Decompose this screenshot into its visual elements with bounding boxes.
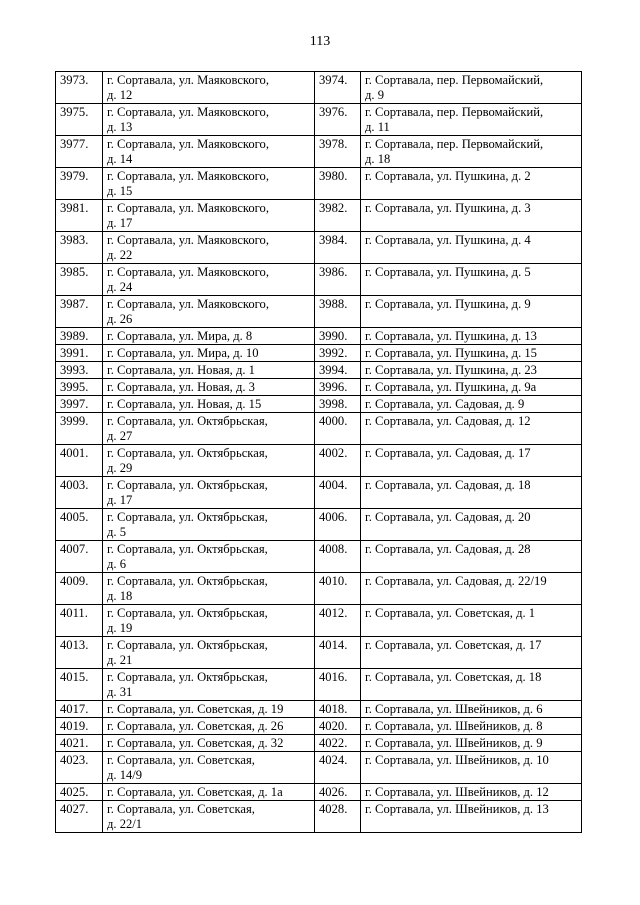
- address-line: г. Сортавала, ул. Пушкина, д. 15: [365, 346, 537, 360]
- entry-number: 4010.: [315, 573, 361, 605]
- address-line: г. Сортавала, ул. Советская, д. 1: [365, 606, 536, 620]
- address-cell: [103, 104, 315, 136]
- entry-number: 3998.: [315, 396, 361, 413]
- address-line: г. Сортавала, ул. Советская,: [107, 753, 255, 767]
- table-row: [56, 200, 582, 232]
- entry-number: 4007.: [56, 541, 103, 573]
- address-cell: [103, 541, 315, 573]
- address-line: г. Сортавала, ул. Маяковского,: [107, 233, 269, 247]
- address-line-continued: д. 9: [365, 88, 385, 102]
- address-line: г. Сортавала, ул. Садовая, д. 12: [365, 414, 531, 428]
- address-cell: [103, 72, 315, 104]
- address-cell: [103, 379, 315, 396]
- address-cell: [361, 784, 582, 801]
- address-line: г. Сортавала, ул. Швейников, д. 8: [365, 719, 543, 733]
- entry-number: 4018.: [315, 701, 361, 718]
- entry-number: 3992.: [315, 345, 361, 362]
- table-row: [56, 669, 582, 701]
- address-line: г. Сортавала, ул. Маяковского,: [107, 73, 269, 87]
- address-line: г. Сортавала, ул. Советская,: [107, 802, 255, 816]
- address-line: г. Сортавала, ул. Октябрьская,: [107, 606, 268, 620]
- address-cell: [361, 541, 582, 573]
- entry-number: 4008.: [315, 541, 361, 573]
- table-row: [56, 362, 582, 379]
- address-line: г. Сортавала, ул. Советская, д. 26: [107, 719, 284, 733]
- address-cell: [361, 396, 582, 413]
- address-line-continued: д. 19: [107, 621, 133, 635]
- address-line-continued: д. 14: [107, 152, 133, 166]
- entry-number: 3981.: [56, 200, 103, 232]
- address-cell: [361, 296, 582, 328]
- table-row: [56, 379, 582, 396]
- address-cell: [361, 718, 582, 735]
- address-line: г. Сортавала, ул. Октябрьская,: [107, 414, 268, 428]
- address-cell: [103, 718, 315, 735]
- table-row: [56, 509, 582, 541]
- entry-number: 4020.: [315, 718, 361, 735]
- address-cell: [361, 200, 582, 232]
- address-cell: [103, 605, 315, 637]
- entry-number: 4025.: [56, 784, 103, 801]
- address-cell: [103, 801, 315, 833]
- table-row: [56, 136, 582, 168]
- entry-number: 3973.: [56, 72, 103, 104]
- table-row: [56, 168, 582, 200]
- address-cell: [361, 445, 582, 477]
- address-cell: [361, 362, 582, 379]
- entry-number: 4011.: [56, 605, 103, 637]
- entry-number: 4017.: [56, 701, 103, 718]
- address-line: г. Сортавала, ул. Октябрьская,: [107, 670, 268, 684]
- page-number: 113: [309, 34, 331, 49]
- entry-number: 3974.: [315, 72, 361, 104]
- address-cell: [361, 701, 582, 718]
- address-cell: [103, 413, 315, 445]
- entry-number: 4016.: [315, 669, 361, 701]
- address-line: г. Сортавала, ул. Мира, д. 8: [107, 329, 253, 343]
- entry-number: 3982.: [315, 200, 361, 232]
- address-line: г. Сортавала, ул. Октябрьская,: [107, 478, 268, 492]
- table-row: [56, 752, 582, 784]
- address-line: г. Сортавала, ул. Маяковского,: [107, 201, 269, 215]
- address-cell: [361, 509, 582, 541]
- address-line: г. Сортавала, ул. Пушкина, д. 3: [365, 201, 531, 215]
- table-row: [56, 477, 582, 509]
- address-cell: [103, 669, 315, 701]
- address-line: г. Сортавала, ул. Швейников, д. 10: [365, 753, 549, 767]
- entry-number: 3988.: [315, 296, 361, 328]
- address-cell: [103, 328, 315, 345]
- entry-number: 3994.: [315, 362, 361, 379]
- entry-number: 3989.: [56, 328, 103, 345]
- address-line: г. Сортавала, ул. Пушкина, д. 9а: [365, 380, 537, 394]
- table-row: [56, 445, 582, 477]
- table-row: [56, 718, 582, 735]
- address-line: г. Сортавала, ул. Швейников, д. 9: [365, 736, 543, 750]
- address-cell: [103, 784, 315, 801]
- address-line-continued: д. 31: [107, 685, 133, 699]
- entry-number: 4023.: [56, 752, 103, 784]
- entry-number: 4015.: [56, 669, 103, 701]
- address-cell: [361, 72, 582, 104]
- entry-number: 4026.: [315, 784, 361, 801]
- address-line: г. Сортавала, ул. Октябрьская,: [107, 574, 268, 588]
- address-cell: [361, 477, 582, 509]
- entry-number: 4002.: [315, 445, 361, 477]
- address-line: г. Сортавала, ул. Новая, д. 1: [107, 363, 255, 377]
- address-cell: [103, 752, 315, 784]
- table-row: [56, 396, 582, 413]
- address-line: г. Сортавала, ул. Советская, д. 32: [107, 736, 284, 750]
- entry-number: 3991.: [56, 345, 103, 362]
- address-line: г. Сортавала, ул. Пушкина, д. 9: [365, 297, 531, 311]
- address-line-continued: д. 13: [107, 120, 133, 134]
- address-line-continued: д. 12: [107, 88, 133, 102]
- address-cell: [103, 477, 315, 509]
- address-line: г. Сортавала, ул. Швейников, д. 12: [365, 785, 549, 799]
- address-line-continued: д. 22/1: [107, 817, 143, 831]
- address-line: г. Сортавала, ул. Садовая, д. 18: [365, 478, 531, 492]
- entry-number: 3985.: [56, 264, 103, 296]
- address-line-continued: д. 15: [107, 184, 133, 198]
- address-cell: [103, 200, 315, 232]
- entry-number: 3979.: [56, 168, 103, 200]
- address-cell: [103, 345, 315, 362]
- address-line: г. Сортавала, ул. Маяковского,: [107, 137, 269, 151]
- address-line: г. Сортавала, ул. Октябрьская,: [107, 446, 268, 460]
- entry-number: 3996.: [315, 379, 361, 396]
- address-line: г. Сортавала, ул. Садовая, д. 20: [365, 510, 531, 524]
- address-line-continued: д. 14/9: [107, 768, 143, 782]
- entry-number: 3995.: [56, 379, 103, 396]
- table-row: [56, 328, 582, 345]
- address-line: г. Сортавала, ул. Маяковского,: [107, 105, 269, 119]
- entry-number: 3993.: [56, 362, 103, 379]
- entry-number: 4003.: [56, 477, 103, 509]
- address-line: г. Сортавала, ул. Пушкина, д. 4: [365, 233, 531, 247]
- address-cell: [361, 379, 582, 396]
- address-line: г. Сортавала, ул. Маяковского,: [107, 169, 269, 183]
- entry-number: 4024.: [315, 752, 361, 784]
- address-cell: [103, 232, 315, 264]
- entry-number: 3986.: [315, 264, 361, 296]
- address-line-continued: д. 22: [107, 248, 133, 262]
- table-row: [56, 637, 582, 669]
- address-cell: [361, 413, 582, 445]
- entry-number: 4027.: [56, 801, 103, 833]
- address-cell: [361, 136, 582, 168]
- address-cell: [361, 264, 582, 296]
- address-line-continued: д. 24: [107, 280, 133, 294]
- address-line: г. Сортавала, ул. Советская, д. 19: [107, 702, 284, 716]
- address-cell: [103, 509, 315, 541]
- address-cell: [361, 104, 582, 136]
- address-line: г. Сортавала, ул. Советская, д. 1а: [107, 785, 283, 799]
- address-line: г. Сортавала, ул. Пушкина, д. 13: [365, 329, 537, 343]
- table-row: [56, 413, 582, 445]
- entry-number: 4014.: [315, 637, 361, 669]
- entry-number: 4022.: [315, 735, 361, 752]
- address-cell: [361, 345, 582, 362]
- address-cell: [361, 168, 582, 200]
- table-row: [56, 735, 582, 752]
- address-cell: [361, 735, 582, 752]
- entry-number: 3999.: [56, 413, 103, 445]
- address-cell: [361, 328, 582, 345]
- table-row: [56, 296, 582, 328]
- address-cell: [361, 232, 582, 264]
- table-row: [56, 345, 582, 362]
- address-line: г. Сортавала, ул. Швейников, д. 6: [365, 702, 543, 716]
- entry-number: 4009.: [56, 573, 103, 605]
- address-line: г. Сортавала, ул. Октябрьская,: [107, 542, 268, 556]
- address-cell: [361, 637, 582, 669]
- table-row: [56, 104, 582, 136]
- entry-number: 3990.: [315, 328, 361, 345]
- address-cell: [103, 136, 315, 168]
- address-line-continued: д. 5: [107, 525, 127, 539]
- address-line-continued: д. 17: [107, 493, 133, 507]
- table-row: [56, 701, 582, 718]
- entry-number: 3983.: [56, 232, 103, 264]
- table-row: [56, 232, 582, 264]
- address-cell: [103, 573, 315, 605]
- entry-number: 4021.: [56, 735, 103, 752]
- address-line: г. Сортавала, пер. Первомайский,: [365, 105, 544, 119]
- address-cell: [361, 669, 582, 701]
- entry-number: 4013.: [56, 637, 103, 669]
- table-row: [56, 801, 582, 833]
- entry-number: 4004.: [315, 477, 361, 509]
- address-line: г. Сортавала, ул. Пушкина, д. 2: [365, 169, 531, 183]
- address-cell: [361, 752, 582, 784]
- address-line: г. Сортавала, ул. Новая, д. 3: [107, 380, 255, 394]
- address-line-continued: д. 17: [107, 216, 133, 230]
- table-row: [56, 541, 582, 573]
- entry-number: 3976.: [315, 104, 361, 136]
- entry-number: 3975.: [56, 104, 103, 136]
- address-line: г. Сортавала, пер. Первомайский,: [365, 137, 544, 151]
- address-cell: [103, 701, 315, 718]
- address-cell: [361, 801, 582, 833]
- entry-number: 3987.: [56, 296, 103, 328]
- address-line: г. Сортавала, ул. Швейников, д. 13: [365, 802, 549, 816]
- address-line: г. Сортавала, ул. Пушкина, д. 5: [365, 265, 531, 279]
- entry-number: 4001.: [56, 445, 103, 477]
- address-line-continued: д. 27: [107, 429, 133, 443]
- address-line: г. Сортавала, ул. Маяковского,: [107, 265, 269, 279]
- entry-number: 4012.: [315, 605, 361, 637]
- entry-number: 4005.: [56, 509, 103, 541]
- table-row: [56, 573, 582, 605]
- address-line: г. Сортавала, ул. Новая, д. 15: [107, 397, 262, 411]
- address-cell: [103, 735, 315, 752]
- entry-number: 4028.: [315, 801, 361, 833]
- address-cell: [103, 396, 315, 413]
- address-line-continued: д. 29: [107, 461, 133, 475]
- address-cell: [103, 362, 315, 379]
- address-line-continued: д. 21: [107, 653, 133, 667]
- address-table: [55, 71, 582, 833]
- address-line: г. Сортавала, ул. Садовая, д. 9: [365, 397, 525, 411]
- address-line-continued: д. 26: [107, 312, 133, 326]
- entry-number: 4006.: [315, 509, 361, 541]
- entry-number: 3977.: [56, 136, 103, 168]
- address-line: г. Сортавала, ул. Советская, д. 17: [365, 638, 542, 652]
- entry-number: 4000.: [315, 413, 361, 445]
- address-line: г. Сортавала, ул. Садовая, д. 28: [365, 542, 531, 556]
- entry-number: 4019.: [56, 718, 103, 735]
- address-cell: [103, 296, 315, 328]
- address-line: г. Сортавала, ул. Пушкина, д. 23: [365, 363, 537, 377]
- table-row: [56, 72, 582, 104]
- address-table-body: [56, 72, 582, 833]
- address-cell: [103, 264, 315, 296]
- address-line-continued: д. 6: [107, 557, 127, 571]
- address-line: г. Сортавала, ул. Октябрьская,: [107, 510, 268, 524]
- address-line: г. Сортавала, ул. Октябрьская,: [107, 638, 268, 652]
- entry-number: 3984.: [315, 232, 361, 264]
- entry-number: 3980.: [315, 168, 361, 200]
- address-cell: [361, 605, 582, 637]
- address-cell: [103, 637, 315, 669]
- address-line: г. Сортавала, пер. Первомайский,: [365, 73, 544, 87]
- address-line: г. Сортавала, ул. Маяковского,: [107, 297, 269, 311]
- address-line-continued: д. 18: [365, 152, 391, 166]
- address-line: г. Сортавала, ул. Мира, д. 10: [107, 346, 259, 360]
- address-line: г. Сортавала, ул. Садовая, д. 17: [365, 446, 531, 460]
- address-line: г. Сортавала, ул. Садовая, д. 22/19: [365, 574, 547, 588]
- address-line: г. Сортавала, ул. Советская, д. 18: [365, 670, 542, 684]
- table-row: [56, 784, 582, 801]
- entry-number: 3997.: [56, 396, 103, 413]
- address-line-continued: д. 18: [107, 589, 133, 603]
- address-cell: [103, 445, 315, 477]
- table-row: [56, 605, 582, 637]
- address-cell: [361, 573, 582, 605]
- address-cell: [103, 168, 315, 200]
- address-line-continued: д. 11: [365, 120, 390, 134]
- table-row: [56, 264, 582, 296]
- entry-number: 3978.: [315, 136, 361, 168]
